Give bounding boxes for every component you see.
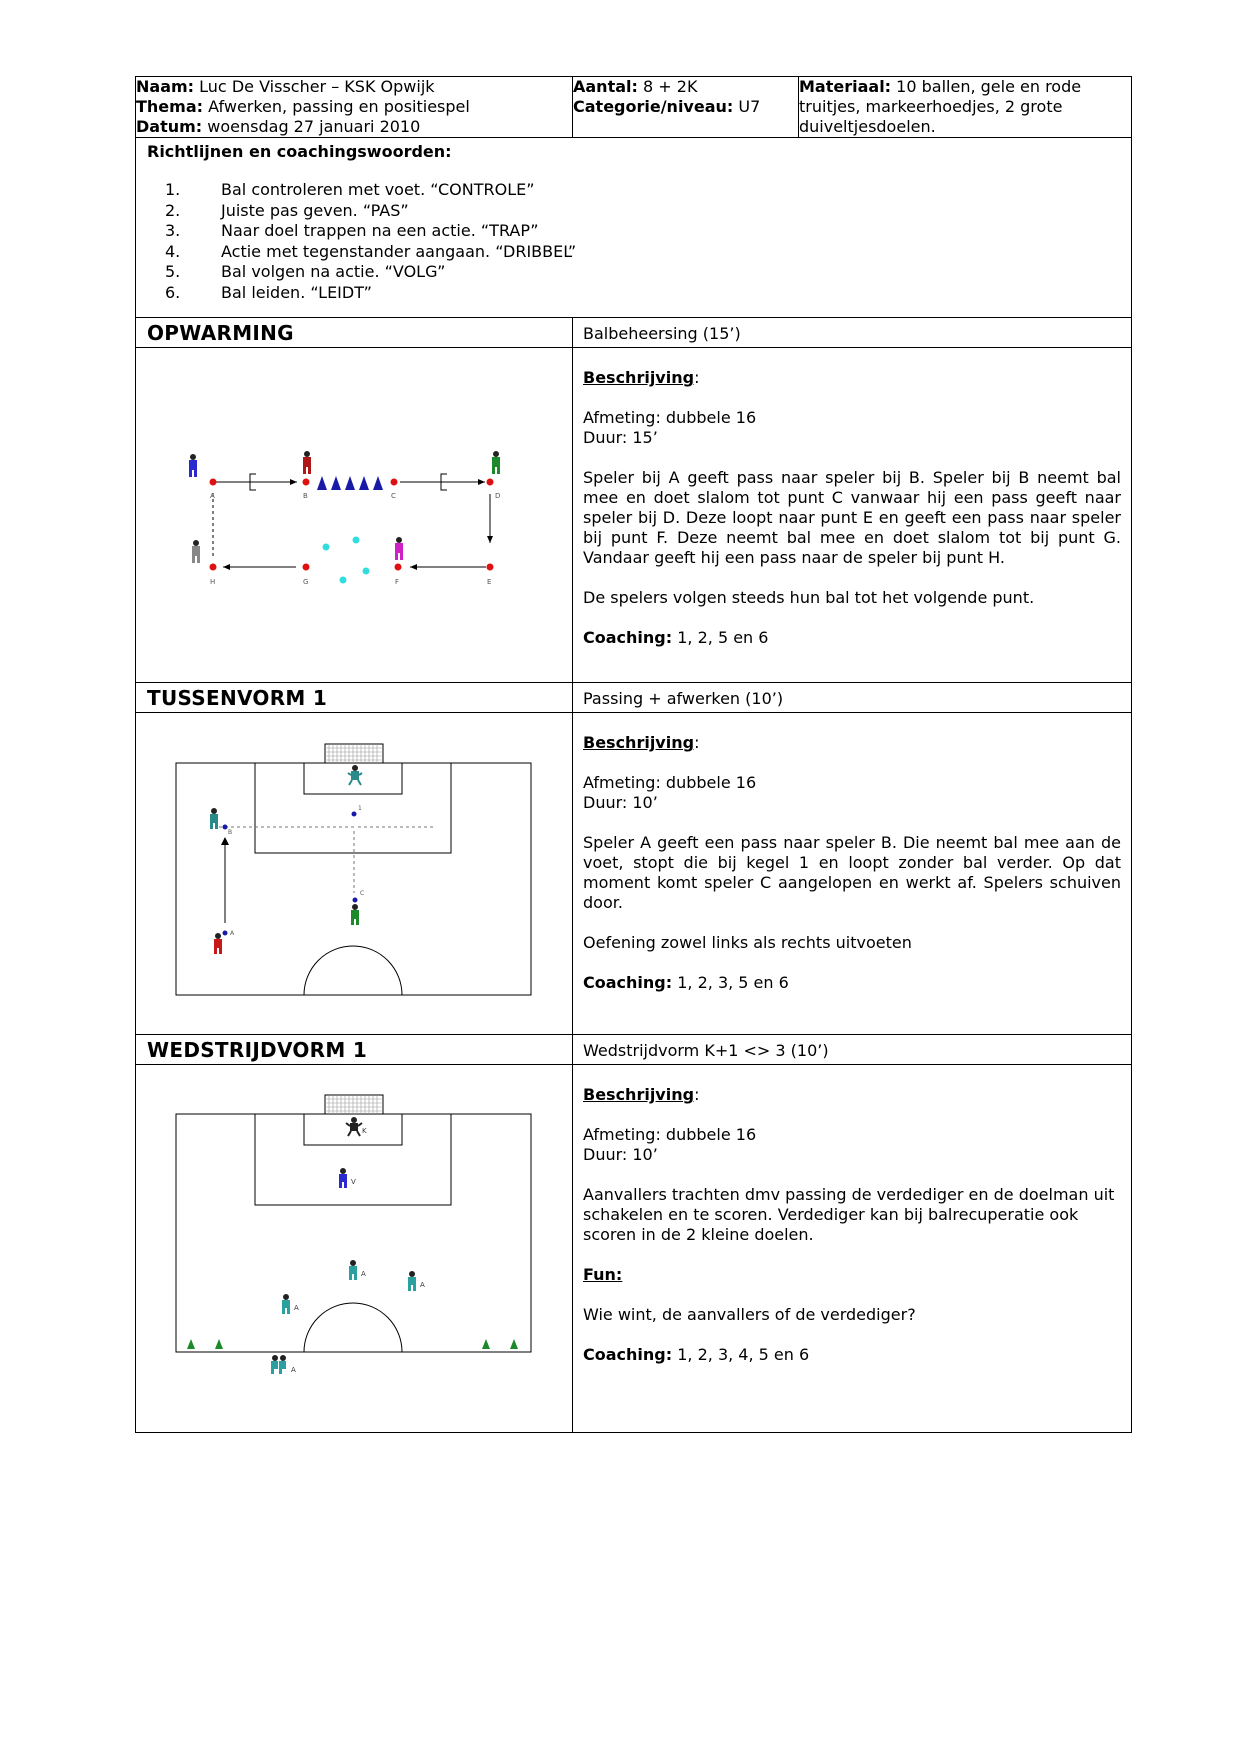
point-label-b: B <box>228 829 233 836</box>
coaching-value: 1, 2, 5 en 6 <box>677 628 769 647</box>
player-icon <box>189 454 197 477</box>
description-text: Speler A geeft een pass naar speler B. Die neemt bal mee aan de voet, stopt die bij kegel 1 en loopt zonder bal verder. Op dat moment komt speler C aangelopen en werkt af. Spelers schuiven door. <box>583 833 1121 912</box>
coaching-label: Coaching: <box>583 1345 673 1364</box>
training-table <box>135 76 1132 1433</box>
list-text: Juiste pas geven. “PAS” <box>221 200 409 220</box>
coaching-label: Coaching: <box>583 628 673 647</box>
section-body-row <box>136 348 1132 683</box>
description-text: Aanvallers trachten dmv passing de verdediger en de doelman uit schakelen en te scoren. Verdediger kan bij balrecuperatie ook scoren in de 2 kleine doelen. <box>583 1185 1115 1244</box>
section-header-row <box>136 318 1132 348</box>
opwarming-diagram <box>136 348 573 678</box>
player-icon <box>192 540 200 563</box>
naam-value: Luc De Visscher – KSK Opwijk <box>199 77 435 96</box>
section-header-row <box>136 683 1132 713</box>
list-item <box>147 262 1120 283</box>
description-cell-wedstrijdvorm: Beschrijving: Afmeting: dubbele 16 Duur: 10’ Aanvallers trachten dmv passing de verdediger en de doelman uit schakelen en te scoren. Verdediger kan bij balrecuperatie ook scoren in de 2 kleine doelen. Fun: Wie wint, de aanvallers of de verdediger? Coaching: 1, 2, 3, 4, 5 en 6 <box>573 1065 1132 1433</box>
coaching-value: 1, 2, 3, 5 en 6 <box>677 973 789 992</box>
categorie-label: Categorie/niveau: <box>573 97 734 116</box>
description-text-2: Oefening zowel links als rechts uitvoeten <box>583 933 912 952</box>
description-cell-opwarming: Beschrijving: Afmeting: dubbele 16 Duur: 15’ Speler bij A geeft pass naar speler bij B. Speler bij B neemt bal mee en doet slalom tot punt C vanwaar hij een pass geeft naar speler bij D. Deze loopt naar punt E en geeft een pass naar speler bij punt F. Deze neemt bal mee en doet slalom tot bij punt G. Vandaar geeft hij een pass naar de speler bij punt H. De spelers volgen steeds hun bal tot het volgende punt. Coaching: 1, 2, 5 en 6 <box>573 348 1132 683</box>
tussenvorm-diagram <box>136 713 573 1030</box>
list-item <box>147 242 1120 263</box>
defender-label: V <box>351 1178 356 1186</box>
goalkeeper-icon <box>346 1117 362 1136</box>
coaching-value: 1, 2, 3, 4, 5 en 6 <box>677 1345 810 1364</box>
player-icon <box>351 904 359 925</box>
thema-label: Thema: <box>136 97 204 116</box>
description-text: Speler bij A geeft pass naar speler bij B. Speler bij B neemt bal mee en doet slalom tot punt C vanwaar hij een pass geeft naar speler bij D. Deze loopt naar punt E en geeft een pass naar speler bij punt F. Deze neemt bal mee en doet slalom tot bij punt G. Vandaar geeft hij een pass naar de speler bij punt H. <box>583 468 1121 567</box>
player-icon <box>339 1168 347 1188</box>
materiaal-value: 10 ballen, gele en rode truitjes, markeerhoedjes, 2 grote duiveltjesdoelen. <box>799 77 1082 136</box>
duur-text: Duur: 10’ <box>583 793 658 812</box>
datum-label: Datum: <box>136 117 203 136</box>
goalkeeper-icon <box>348 765 362 785</box>
list-item <box>147 283 1120 304</box>
center-arc <box>304 946 402 995</box>
list-number: 6. <box>165 282 181 302</box>
list-text: Bal controleren met voet. “CONTROLE” <box>221 180 535 199</box>
keeper-label: K <box>362 1127 367 1135</box>
datum-value: woensdag 27 januari 2010 <box>207 117 421 136</box>
richtlijnen-title: Richtlijnen en coachingswoorden: <box>147 142 452 161</box>
small-goal-cones <box>187 1339 518 1349</box>
player-icon <box>303 451 311 474</box>
diagram-cell-wedstrijdvorm <box>136 1065 573 1433</box>
point-label-f: F <box>395 578 400 586</box>
header-row <box>136 77 1132 138</box>
list-item <box>147 180 1120 201</box>
section-title-wedstrijdvorm: WEDSTRIJDVORM 1 <box>136 1035 573 1065</box>
player-icon <box>210 808 218 829</box>
aantal-value: 8 + 2K <box>643 77 698 96</box>
attacker-label: A <box>294 1304 299 1312</box>
list-item <box>147 201 1120 222</box>
duur-text: Duur: 10’ <box>583 1145 658 1164</box>
section-subtitle-tussenvorm: Passing + afwerken (10’) <box>573 683 1132 713</box>
afmeting-text: Afmeting: dubbele 16 <box>583 773 757 792</box>
header-cell-materiaal <box>799 77 1132 138</box>
list-item <box>147 221 1120 242</box>
attacker-label: A <box>420 1281 425 1289</box>
list-text: Naar doel trappen na een actie. “TRAP” <box>221 221 539 240</box>
goal-net <box>325 744 383 763</box>
section-subtitle-wedstrijdvorm: Wedstrijdvorm K+1 <> 3 (10’) <box>573 1035 1132 1065</box>
afmeting-text: Afmeting: dubbele 16 <box>583 1125 757 1144</box>
materiaal-label: Materiaal: <box>799 77 892 96</box>
richtlijnen-cell <box>136 138 1132 318</box>
player-icon <box>282 1294 290 1314</box>
list-number: 1. <box>165 180 181 199</box>
richtlijnen-row <box>136 138 1132 318</box>
section-title-tussenvorm: TUSSENVORM 1 <box>136 683 573 713</box>
center-arc <box>304 1303 402 1352</box>
description-text-2: De spelers volgen steeds hun bal tot het volgende punt. <box>583 588 1035 607</box>
fun-label: Fun: <box>583 1265 623 1284</box>
player-icon <box>408 1271 416 1291</box>
section-header-row <box>136 1035 1132 1065</box>
duur-text: Duur: 15’ <box>583 428 658 447</box>
wedstrijdvorm-diagram <box>136 1065 573 1428</box>
cone-label-1: 1 <box>358 805 362 812</box>
point-label-b: B <box>303 492 308 500</box>
coaching-label: Coaching: <box>583 973 673 992</box>
point-label-h: H <box>210 578 216 586</box>
afmeting-text: Afmeting: dubbele 16 <box>583 408 757 427</box>
section-title-opwarming: OPWARMING <box>136 318 573 348</box>
point-label-d: D <box>495 492 501 500</box>
player-icon <box>214 933 222 954</box>
section-body-row <box>136 713 1132 1035</box>
naam-label: Naam: <box>136 77 195 96</box>
section-body-row <box>136 1065 1132 1433</box>
player-icon <box>349 1260 357 1280</box>
list-number: 4. <box>165 241 181 261</box>
balls <box>223 812 358 936</box>
beschrijving-label: Beschrijving <box>583 733 695 752</box>
attacker-label: A <box>361 1270 366 1278</box>
fun-text: Wie wint, de aanvallers of de verdediger? <box>583 1305 916 1324</box>
player-icon <box>492 451 500 474</box>
goal-net <box>325 1095 383 1114</box>
red-points <box>210 479 494 571</box>
training-sheet <box>135 76 1131 1433</box>
player-icon <box>395 537 403 560</box>
beschrijving-label: Beschrijving <box>583 1085 695 1104</box>
point-label-e: E <box>487 578 492 586</box>
header-cell-aantal <box>573 77 799 138</box>
list-number: 5. <box>165 262 181 281</box>
point-label-a: A <box>210 492 215 500</box>
richtlijnen-list <box>147 180 1120 303</box>
point-label-a: A <box>230 930 235 937</box>
slalom-cones <box>323 537 370 584</box>
player-group-icon <box>271 1355 286 1374</box>
point-label-c: C <box>391 492 396 500</box>
cone-row <box>317 476 383 490</box>
list-text: Bal leiden. “LEIDT” <box>221 282 372 302</box>
point-label-c: C <box>360 890 365 897</box>
header-cell-info <box>136 77 573 138</box>
thema-value: Afwerken, passing en positiespel <box>208 97 470 116</box>
diagram-cell-tussenvorm <box>136 713 573 1035</box>
section-subtitle-opwarming: Balbeheersing (15’) <box>573 318 1132 348</box>
attacker-label: A <box>291 1366 296 1374</box>
diagram-cell-opwarming <box>136 348 573 683</box>
aantal-label: Aantal: <box>573 77 638 96</box>
description-cell-tussenvorm: Beschrijving: Afmeting: dubbele 16 Duur: 10’ Speler A geeft een pass naar speler B. Die neemt bal mee aan de voet, stopt die bij kegel 1 en loopt zonder bal verder. Op dat moment komt speler C aangelopen en werkt af. Spelers schuiven door. Oefening zowel links als rechts uitvoeten Coaching: 1, 2, 3, 5 en 6 <box>573 713 1132 1035</box>
pitch-outline <box>176 1114 531 1352</box>
list-text: Bal volgen na actie. “VOLG” <box>221 262 446 281</box>
point-label-g: G <box>303 578 309 586</box>
beschrijving-label: Beschrijving <box>583 368 695 387</box>
categorie-value: U7 <box>738 97 761 116</box>
list-text: Actie met tegenstander aangaan. “DRIBBEL” <box>221 241 577 261</box>
arrow-head <box>221 837 229 845</box>
list-number: 2. <box>165 200 181 220</box>
list-number: 3. <box>165 221 181 240</box>
